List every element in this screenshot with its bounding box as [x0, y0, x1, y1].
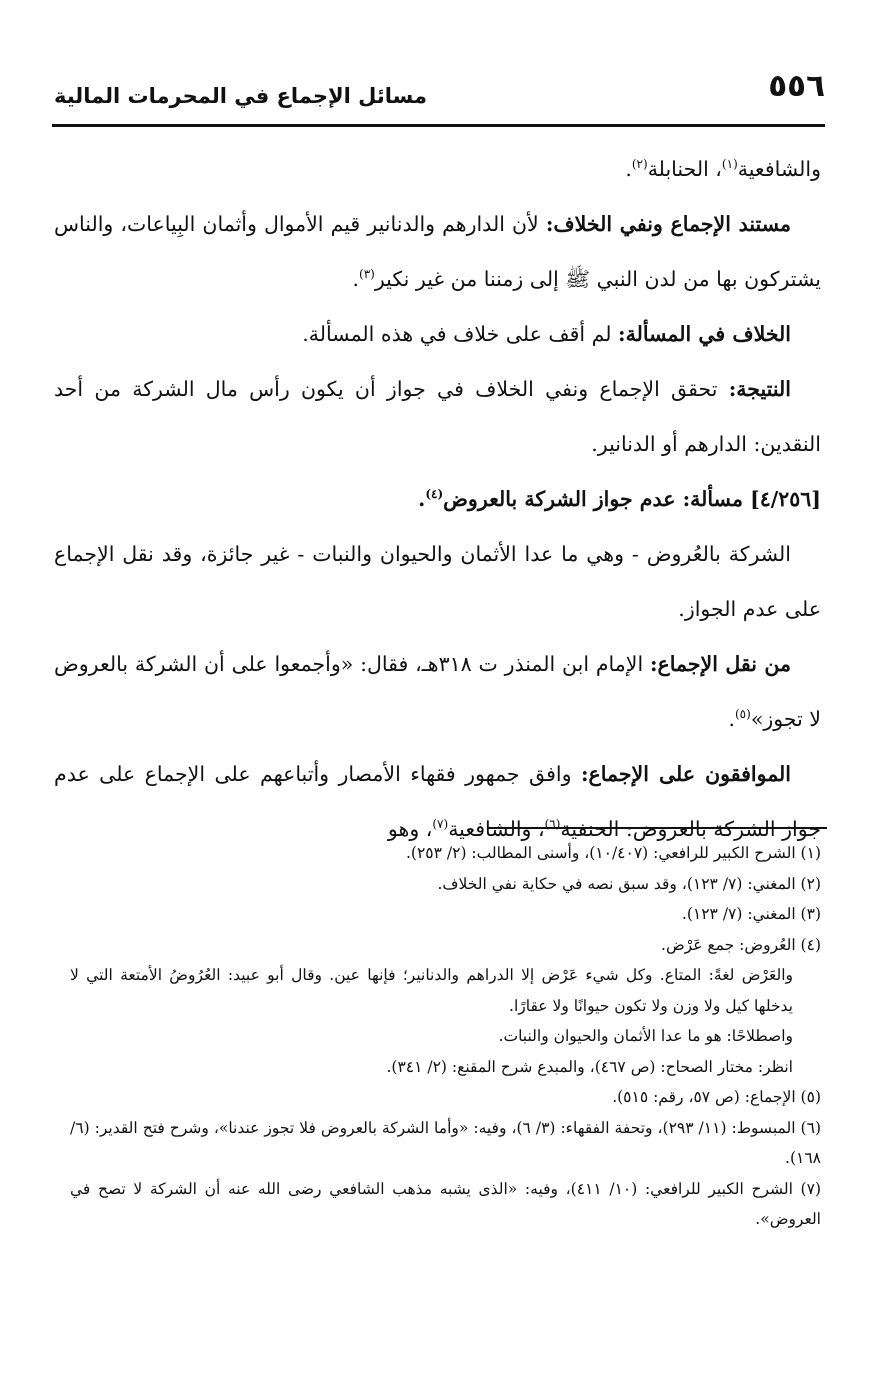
paragraph-text: والشافعية [737, 157, 821, 181]
paragraph-result [54, 362, 821, 472]
paragraph-text: ، الحنابلة [647, 157, 722, 181]
footnote-4-language: والعَرْض لغةً: المتاع. وكل شيء عَرْض إلا الدراهم والدنانير؛ فإنها عين. وقال أبو عبيد: العُرُوضُ الأمتعة التي لا يدخلها كيل ولا وزن ولا تكون حيوانًا ولا عقارًا. [70, 966, 793, 1015]
paragraph-text: تحقق الإجماع ونفي الخلاف في جواز أن يكون رأس مال الشركة من أحد النقدين: الدارهم أو الدنانير. [54, 377, 821, 456]
issue-number: [٤/٢٥٦] [750, 487, 821, 511]
page-number: ٥٥٦ [768, 68, 825, 104]
footnote-ref[interactable]: (٤) [425, 487, 444, 502]
paragraph-text: الشركة بالعُروض - وهي ما عدا الأثمان والحيوان والنبات - غير جائزة، وقد نقل الإجماع على عدم الجواز. [54, 542, 821, 621]
footnote-ref[interactable]: (٧) [432, 817, 449, 832]
paragraph-transmitter [54, 637, 821, 747]
paragraph-text: . [625, 157, 632, 181]
paragraph-text: ، وهو [387, 817, 433, 841]
paragraph-text: . [418, 487, 426, 511]
issue-title: مسألة: عدم جواز الشركة بالعروض [443, 487, 751, 511]
footnote-7: (٧) الشرح الكبير للرافعي: (١٠/ ٤١١)، وفيه: «الذى يشبه مذهب الشافعي رضى الله عنه أن الشركة لا تصح في العروض». [70, 1179, 821, 1228]
footnote-ref[interactable]: (٣) [359, 267, 375, 282]
footnote-ref[interactable]: (٦) [544, 817, 561, 832]
footnote-6: (٦) المبسوط: (١١/ ٢٩٣)، وتحفة الفقهاء: (٣/ ٦)، وفيه: «وأما الشركة بالعروض فلا تجوز عندنا»، وشرح فتح القدير: (٦/ ١٦٨). [70, 1118, 821, 1167]
footnote-5: (٥) الإجماع: (ص ٥٧، رقم: ٥١٥). [612, 1088, 821, 1106]
paragraph-text: . [352, 267, 360, 291]
paragraph-definition [54, 527, 821, 637]
paragraph-1 [54, 142, 821, 197]
footnote-ref[interactable]: (٢) [631, 157, 648, 172]
footnote-ref[interactable]: (٥) [734, 707, 751, 722]
paragraph-text: ، والشافعية [448, 817, 545, 841]
paragraph-heading: الخلاف في المسألة: [618, 322, 791, 346]
paragraph-text: لأن الدارهم والدنانير قيم الأموال وأثمان البِياعات، والناس يشتركون بها من لدن النبي ﷺ إلى زمننا من غير نكير [54, 212, 821, 291]
paragraph-heading: الموافقون على الإجماع: [580, 762, 791, 786]
footnote-4-term: واصطلاحًا: هو ما عدا الأثمان والحيوان والنبات. [498, 1027, 793, 1045]
footnote-2: (٢) المغني: (٧/ ١٢٣)، وقد سبق نصه في حكاية نفي الخلاف. [437, 874, 821, 893]
footnote-separator [487, 827, 827, 829]
paragraph-heading: النتيجة: [728, 377, 791, 401]
issue-heading [54, 472, 821, 527]
footnotes [70, 838, 821, 1235]
footnote-4: (٤) العُروض: جمع عَرْض. [661, 935, 821, 954]
paragraph-text: الإمام ابن المنذر ت ٣١٨هـ، فقال: «وأجمعوا على أن الشركة بالعروض لا تجوز» [54, 652, 821, 731]
paragraph-text: لم أقف على خلاف في هذه المسألة. [302, 322, 619, 346]
paragraph-evidence [54, 197, 821, 307]
paragraph-dispute [54, 307, 821, 362]
paragraph-text: . [728, 707, 735, 731]
page-header [52, 62, 825, 127]
footnote-1: (١) الشرح الكبير للرافعي: (١٠/٤٠٧)، وأسنى المطالب: (٢/ ٢٥٣). [405, 844, 821, 862]
footnote-ref[interactable]: (١) [721, 157, 738, 172]
footnote-4-sources: انظر: مختار الصحاح: (ص ٤٦٧)، والمبدع شرح المقنع: (٢/ ٣٤١). [386, 1057, 793, 1076]
paragraph-heading: مستند الإجماع ونفي الخلاف: [545, 212, 792, 236]
running-title: مسائل الإجماع في المحرمات المالية [54, 84, 427, 108]
footnote-3: (٣) المغني: (٧/ ١٢٣). [681, 905, 821, 923]
paragraph-heading: من نقل الإجماع: [649, 652, 791, 676]
paragraph-text: وافق جمهور فقهاء الأمصار وأتباعهم على الإجماع على عدم جواز الشركة بالعروض: الحنفية [54, 762, 821, 841]
main-text [54, 142, 821, 857]
